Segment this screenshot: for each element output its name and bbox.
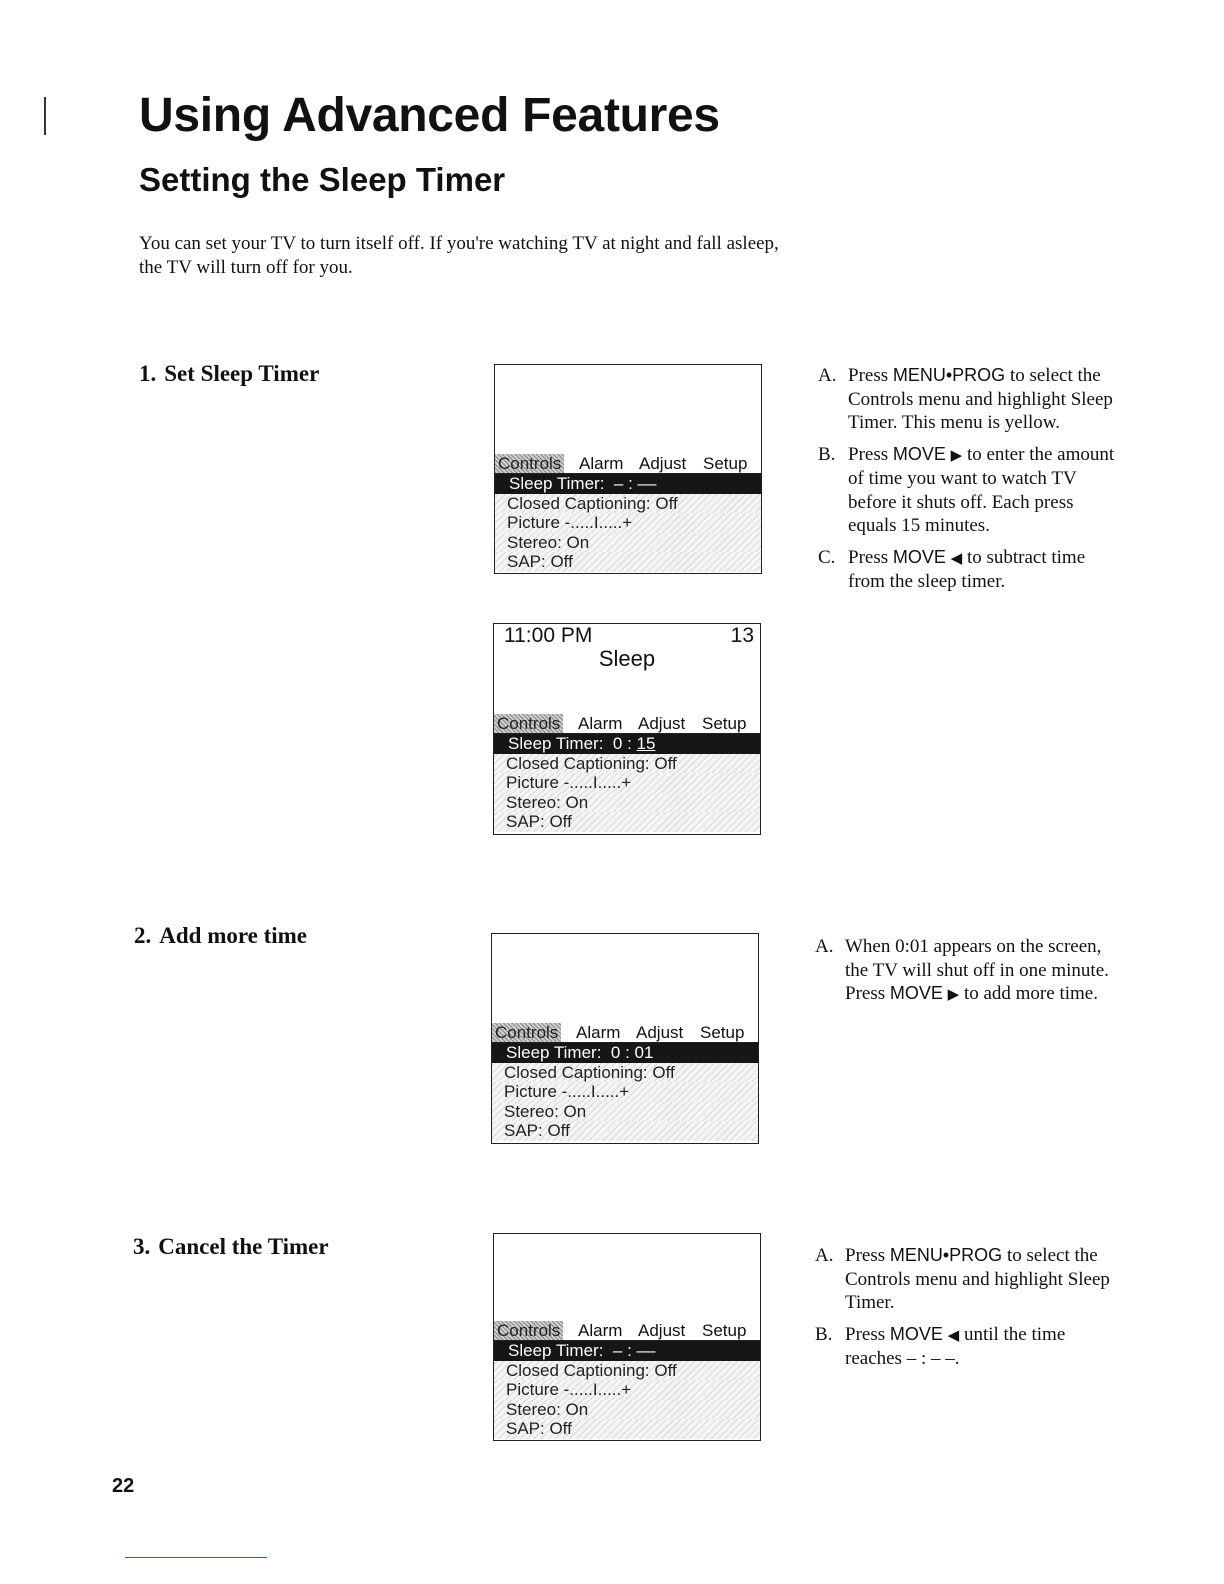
menu-row-picture: Picture -.....I.....+ [492,1082,758,1102]
instruction-item: A. When 0:01 appears on the screen, the TV will shut off in one minute. Press MOVE ▶ to add more time. [815,936,1109,1004]
tab-setup: Setup [702,714,747,733]
right-arrow-icon: ▶ [950,445,963,464]
tab-adjust: Adjust [636,1023,684,1042]
menu-row-stereo: Stereo: On [494,1400,760,1420]
intro-paragraph: You can set your TV to turn itself off. If you're watching TV at night and fall asleep, the TV will turn off for you. [139,233,779,278]
menu-row-closed-captioning: Closed Captioning: Off [492,1063,758,1083]
tab-alarm: Alarm [576,1023,621,1042]
instruction-item: C. Press MOVE ◀ to subtract time from the sleep timer. [818,546,1086,592]
menu-row-sap: SAP: Off [494,812,760,832]
page-title: Using Advanced Features [139,89,720,142]
page-number: 22 [112,1475,135,1497]
instruction-item: B. Press MOVE ◀ until the time reaches – : – –. [815,1323,1066,1369]
tv-screen-step1-a [494,364,762,574]
menu-row-sap: SAP: Off [495,552,761,572]
tab-setup: Setup [703,454,748,473]
menu-row-sleep-timer: Sleep Timer: 0 : 01 [492,1043,758,1063]
menu-row-stereo: Stereo: On [494,793,760,813]
tv-screen-step3 [493,1233,761,1441]
step-1-instructions [818,364,1118,602]
right-arrow-icon: ▶ [947,985,960,1003]
menu-row-stereo: Stereo: On [495,533,761,553]
menu-row-stereo: Stereo: On [492,1102,758,1122]
tab-controls: Controls [494,714,563,733]
menu-tabs [492,1023,758,1043]
margin-mark [44,97,46,135]
tab-adjust: Adjust [638,1321,686,1340]
channel-number: 13 [730,624,754,647]
tab-setup: Setup [702,1321,747,1340]
tab-controls: Controls [495,454,564,473]
menu-row-sleep-timer: Sleep Timer: – : –– [494,1341,760,1361]
tab-alarm: Alarm [579,454,624,473]
tab-controls: Controls [494,1321,563,1340]
step-1-heading: 1. Set Sleep Timer [139,361,320,386]
footer-rule [125,1557,267,1558]
step-3-instructions [815,1244,1115,1379]
tab-controls: Controls [492,1023,561,1042]
tab-alarm: Alarm [578,714,623,733]
menu-row-closed-captioning: Closed Captioning: Off [494,1361,760,1381]
instruction-item: A. Press MENU•PROG to select the Controls menu and highlight Sleep Timer. This menu is yellow. [818,365,1113,433]
step-2-heading: 2. Add more time [134,923,308,948]
instruction-item: A. Press MENU•PROG to select the Controls menu and highlight Sleep Timer. [815,1245,1110,1313]
section-title: Setting the Sleep Timer [139,161,506,198]
clock-time: 11:00 PM [504,624,593,647]
step-2-instructions [815,935,1115,1015]
tab-alarm: Alarm [578,1321,623,1340]
tab-setup: Setup [700,1023,745,1042]
left-arrow-icon: ◀ [950,548,963,567]
menu-row-picture: Picture -.....I.....+ [495,513,761,533]
tab-adjust: Adjust [639,454,687,473]
menu-row-sap: SAP: Off [492,1121,758,1141]
tab-adjust: Adjust [638,714,686,733]
menu-tabs [495,454,761,474]
menu-row-picture: Picture -.....I.....+ [494,1380,760,1400]
mode-label: Sleep [598,646,656,671]
instruction-item: B. Press MOVE ▶ to enter the amount of time you want to watch TV before it shuts off. Each press equals 15 minutes. [818,443,1115,536]
tv-screen-step2 [491,933,759,1144]
left-arrow-icon: ◀ [947,1325,960,1344]
menu-row-sap: SAP: Off [494,1419,760,1439]
menu-row-sleep-timer: Sleep Timer: – : –– [495,474,761,494]
menu-tabs [494,1321,760,1341]
tv-screen-step1-b [493,623,761,835]
step-3-heading: 3. Cancel the Timer [133,1234,329,1259]
menu-row-picture: Picture -.....I.....+ [494,773,760,793]
menu-row-closed-captioning: Closed Captioning: Off [495,494,761,514]
menu-tabs [494,714,760,734]
menu-row-closed-captioning: Closed Captioning: Off [494,754,760,774]
menu-row-sleep-timer: Sleep Timer: 0 : 15 [494,734,760,754]
